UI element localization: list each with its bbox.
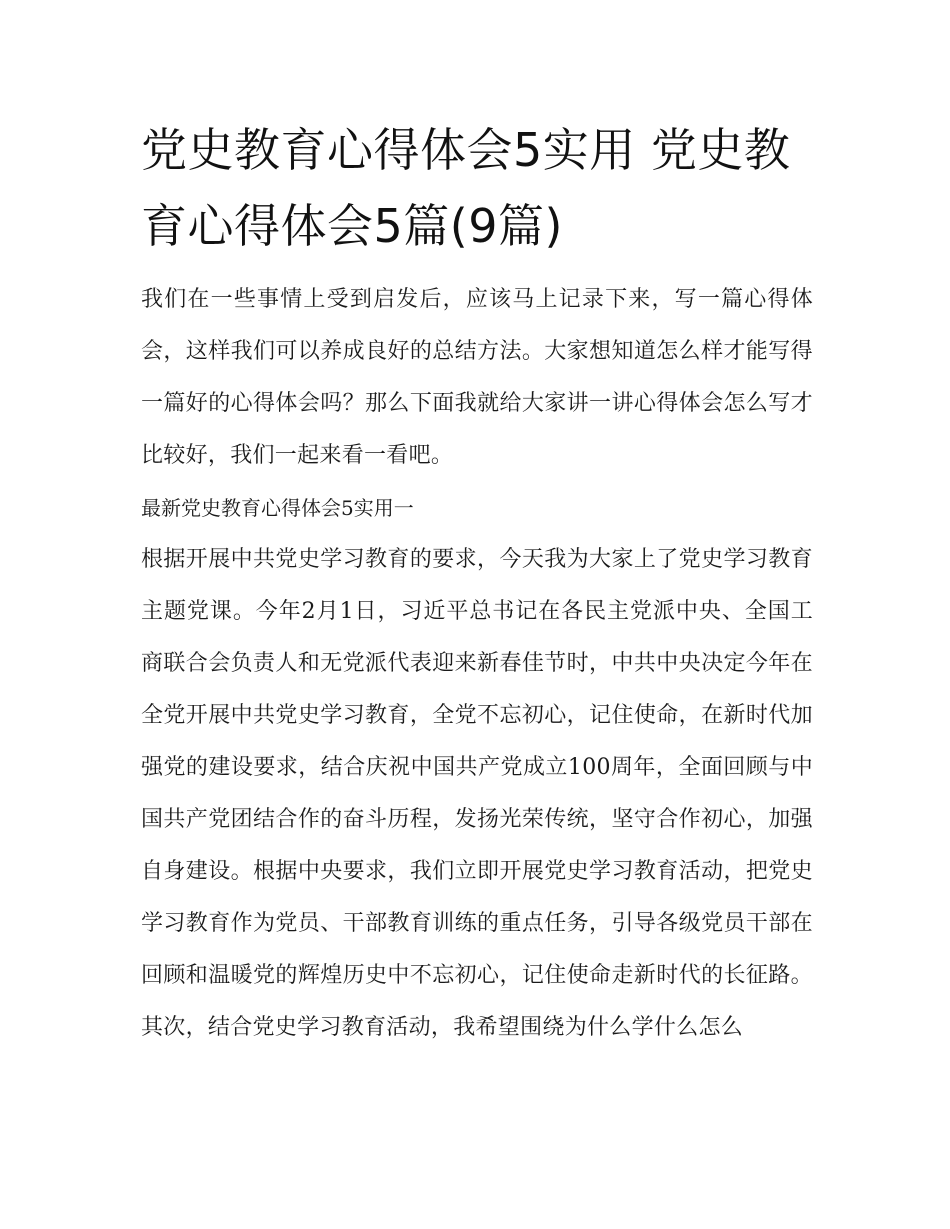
document-page: [141, 112, 813, 1054]
section-heading: 最新党史教育心得体会5实用一: [141, 496, 414, 520]
body-paragraph: 根据开展中共党史学习教育的要求，今天我为大家上了党史学习教育主题党课。今年2月1日，习近平总书记在各民主党派中央、全国工商联合会负责人和无党派代表迎来新春佳节时，中共中央决定今年在全党开展中共党史学习教育，全党不忘初心，记住使命，在新时代加强党的建设要求，结合庆祝中国共产党成立100周年，全面回顾与中国共产党团结合作的奋斗历程，发扬光荣传统，坚守合作初心，加强自身建设。根据中央要求，我们立即开展党史学习教育活动，把党史学习教育作为党员、干部教育训练的重点任务，引导各级党员干部在回顾和温暖党的辉煌历史中不忘初心，记住使命走新时代的长征路。其次，结合党史学习教育活动，我希望围绕为什么学什么怎么: [141, 547, 813, 1040]
document-title: 党史教育心得体会5实用 党史教育心得体会5篇(9篇): [141, 123, 791, 253]
intro-paragraph: 我们在一些事情上受到启发后，应该马上记录下来，写一篇心得体会，这样我们可以养成良好的总结方法。大家想知道怎么样才能写得一篇好的心得体会吗？那么下面我就给大家讲一讲心得体会怎么写才比较好，我们一起来看一看吧。: [141, 287, 813, 468]
